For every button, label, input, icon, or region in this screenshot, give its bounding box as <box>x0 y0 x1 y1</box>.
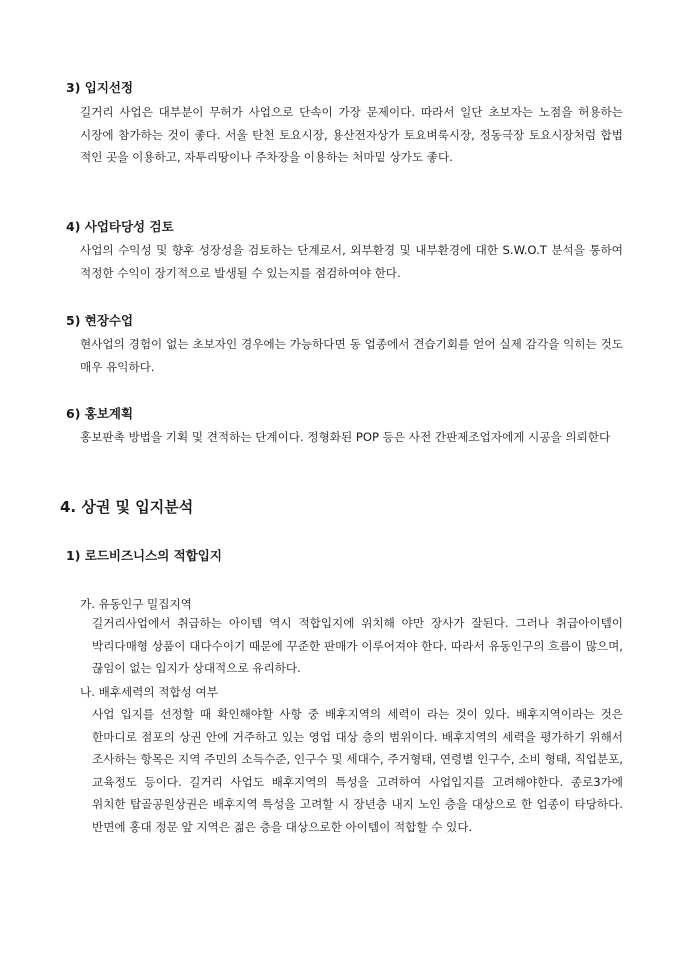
section-heading-promotion: 6) 홍보계획 <box>66 406 134 421</box>
subsection-heading-road-business: 1) 로드비즈니스의 적합입지 <box>66 548 222 563</box>
section-body-promotion: 홍보판촉 방법을 기획 및 견적하는 단계이다. 정형화된 POP 등은 사전 간판제조업자에게 시공을 의뢰한다 <box>80 430 611 444</box>
chapter-heading-trade-area: 4. 상권 및 입지분석 <box>60 498 194 516</box>
section-heading-location: 3) 입지선정 <box>66 80 134 95</box>
item-label-hinterland: 나. 배후세력의 적합성 여부 <box>80 685 218 699</box>
section-heading-field-training: 5) 현장수업 <box>66 313 134 328</box>
section-heading-feasibility: 4) 사업타당성 검토 <box>66 219 174 234</box>
section-body-location: 길거리 사업은 대부분이 무허가 사업으로 단속이 가장 문제이다. 따라서 일단 초보자는 노점을 허용하는 시장에 참가하는 것이 좋다. 서울 탄천 토요시장, 용산전자상가 토요벼룩시장, 정동극장 토요시장처럼 합법 적인 곳을 이용하고, 자투리땅이나 주차장을 이용하는 처마밑 상가도 좋다. <box>80 105 623 164</box>
item-body-floating-population: 길거리사업에서 취급하는 아이템 역시 적합입지에 위치해 야만 장사가 잘된다. 그러나 취급아이템이 박리다매형 상품이 대다수이기 때문에 꾸준한 판매가 이루어져야 한다. 따라서 유동인구의 흐름이 많으며, 끊임이 없는 입지가 상대적으로 유리하다. <box>92 616 623 675</box>
section-body-field-training: 현사업의 경험이 없는 초보자인 경우에는 가능하다면 동 업종에서 견습기회를 얻어 실제 감각을 익히는 것도 매우 유익하다. <box>80 337 623 374</box>
item-body-hinterland: 사업 입지를 선정할 때 확인해야할 사항 중 배후지역의 세력이 라는 것이 있다. 배후지역이라는 것은 한마디로 점포의 상권 안에 거주하고 있는 영업 대상 층의 범위이다. 배후지역의 세력을 평가하기 위해서 조사하는 항목은 지역 주민의 소득수준, 인구수 및 세대수, 주거형태, 연령별 인구수, 소비 형태, 직업분포, 교육정도 등이다. 길거리 사업도 배후지역의 특성을 고려하여 사업입지를 고려해야한다. 종로3가에 위치한 탑골공원상권은 배후지역 특성을 고려할 시 장년층 내지 노인 층을 대상으로 한 업종이 타당하다. 반면에 홍대 정문 앞 지역은 젊은 층을 대상으로한 아이템이 적합할 수 있다. <box>92 707 623 834</box>
section-body-feasibility: 사업의 수익성 및 향후 성장성을 검토하는 단계로서, 외부환경 및 내부환경에 대한 S.W.O.T 분석을 통하여 적정한 수익이 장기적으로 발생될 수 있는지를 점검하여야 한다. <box>80 243 623 280</box>
item-label-floating-population: 가. 유동인구 밀집지역 <box>80 597 192 611</box>
